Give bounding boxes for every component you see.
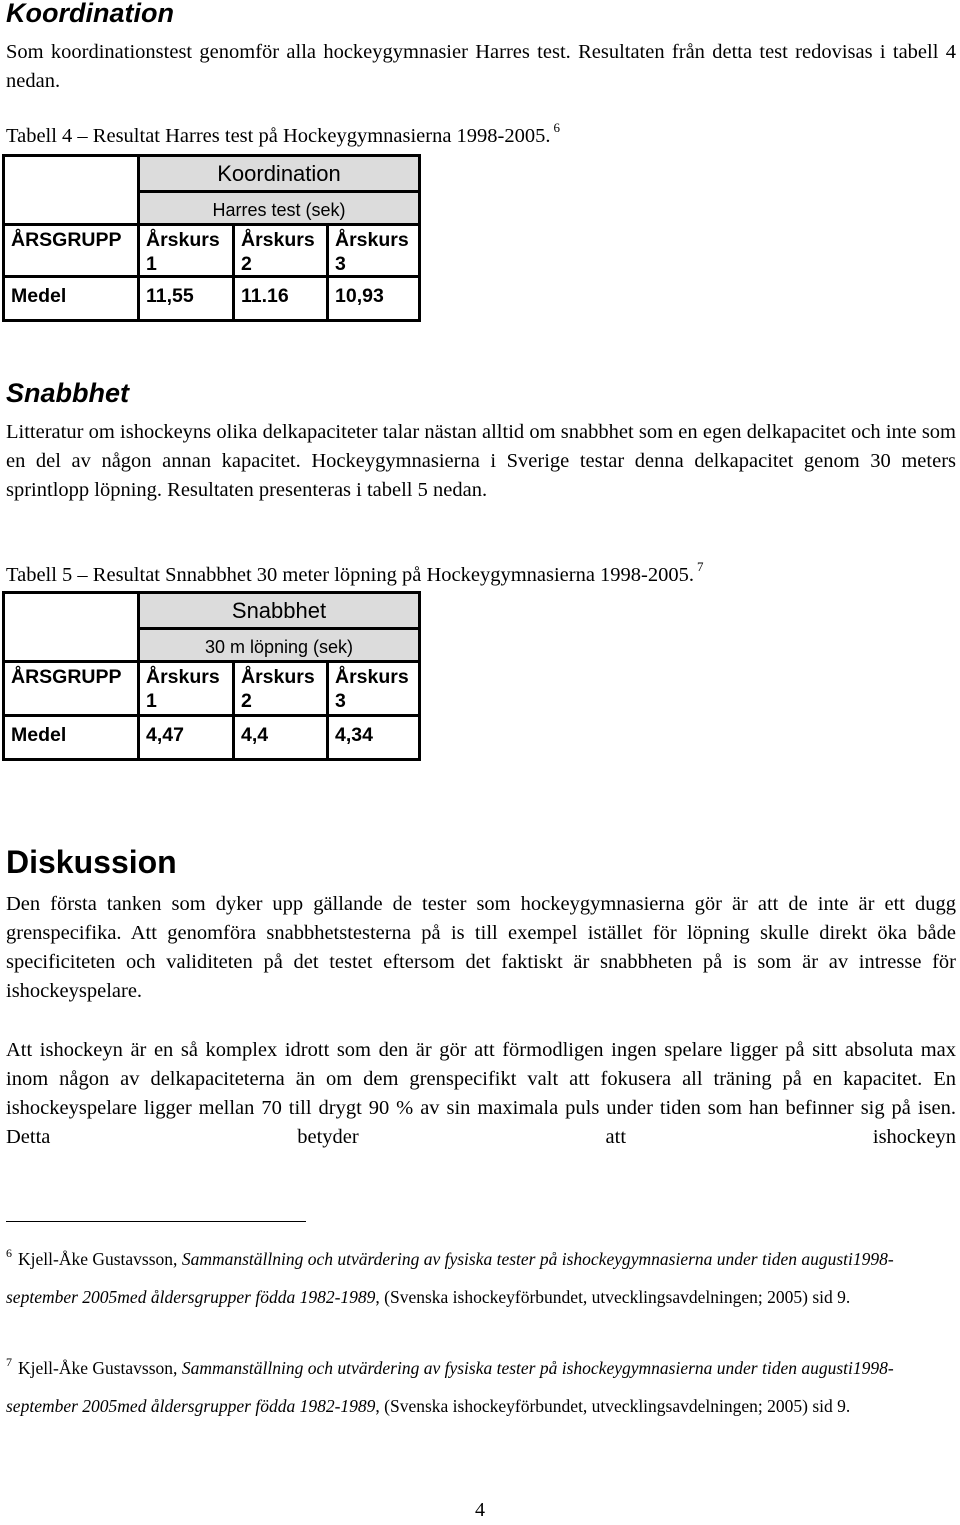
table-subtitle: Harres test (sek): [137, 190, 421, 226]
footnote-number: 7: [6, 1355, 12, 1369]
table-row-label: Medel: [2, 715, 137, 761]
footnote-rest: , (Svenska ishockeyförbundet, utvecklingsavdelningen; 2005) sid 9.: [375, 1396, 851, 1416]
table-snabbhet: [2, 591, 421, 761]
table-caption-5: [6, 559, 704, 586]
table-column-header: Årskurs 2: [232, 224, 326, 278]
paragraph-diskussion-2: Att ishockeyn är en så komplex idrott som den är gör att förmodligen ingen spelare ligger på sitt absoluta max inom någon av delkapaciteterna än om dem grenspecifikt valt att fokusera all träning på en kapacitet. En ishockeyspelare ligger mellan 70 till drygt 90 % av sin maximala puls under tiden som han befinner sig på isen. Detta betyder att ishockeyn: [6, 1039, 956, 1148]
table-group-header: ÅRSGRUPP: [2, 224, 137, 278]
paragraph-snabbhet: Litteratur om ishockeyns olika delkapaciteter talar nästan alltid om snabbhet som en egen delkapacitet och inte som en del av någon annan kapacitet. Hockeygymnasierna i Sverige testar denna delkapacitet genom 30 meters sprintlopp löpning. Resultaten presenteras i tabell 5 nedan.: [6, 421, 956, 501]
footnote-ref: 7: [697, 559, 704, 574]
table-group-header: ÅRSGRUPP: [2, 661, 137, 717]
table-column-header: Årskurs 1: [137, 661, 232, 717]
footnote-separator: [6, 1221, 306, 1222]
footnote-ref: 6: [553, 120, 561, 135]
footnote-author: Kjell-Åke Gustavsson,: [18, 1249, 182, 1269]
table-cell: 4,47: [137, 715, 232, 761]
table-row-label: Medel: [2, 276, 137, 322]
footnote-title: Sammanställning och utvärdering av fysiska tester på ishockeygymnasierna under tiden augusti1998- september 2005med åldersgrupper födda 1982-1989: [6, 1249, 894, 1307]
table-koordination: [2, 154, 421, 322]
table-corner: [2, 154, 137, 226]
table-column-header: Årskurs 2: [232, 661, 326, 717]
section-heading-diskussion: Diskussion: [6, 844, 177, 880]
table-subtitle: 30 m löpning (sek): [137, 627, 421, 663]
table-cell: 4,34: [326, 715, 421, 761]
table-cell: 11,55: [137, 276, 232, 322]
footnote-title: Sammanställning och utvärdering av fysiska tester på ishockeygymnasierna under tiden augusti1998- september 2005med åldersgrupper födda 1982-1989: [6, 1358, 894, 1416]
paragraph-diskussion-1: Den första tanken som dyker upp gällande de tester som hockeygymnasierna gör är att de inte är ett dugg grenspecifika. Att genomföra snabbhetstesterna på is till exempel istället för löpning skulle direkt öka både specificiteten och validiteten på det testet eftersom det faktiskt är snabbheten på is som är av intresse för ishockeyspelare.: [6, 893, 956, 1002]
footnote-7: [6, 1350, 956, 1424]
table-column-header: Årskurs 3: [326, 661, 421, 717]
section-heading-koordination: Koordination: [6, 0, 174, 28]
caption-text: Tabell 5 – Resultat Snnabbhet 30 meter löpning på Hockeygymnasierna 1998-2005.: [6, 564, 695, 586]
table-cell: 11.16: [232, 276, 326, 322]
table-column-header: Årskurs 3: [326, 224, 421, 278]
table-cell: 4,4: [232, 715, 326, 761]
table-title: Snabbhet: [137, 591, 421, 629]
page-number: 4: [475, 1499, 485, 1521]
table-corner: [2, 591, 137, 663]
footnote-rest: , (Svenska ishockeyförbundet, utvecklingsavdelningen; 2005) sid 9.: [375, 1287, 851, 1307]
paragraph-koordination: Som koordinationstest genomför alla hockeygymnasier Harres test. Resultaten från detta test redovisas i tabell 4 nedan.: [6, 41, 956, 92]
table-column-header: Årskurs 1: [137, 224, 232, 278]
table-caption-4: [6, 120, 561, 147]
section-heading-snabbhet: Snabbhet: [6, 378, 130, 408]
caption-text: Tabell 4 – Resultat Harres test på Hockeygymnasierna 1998-2005.: [6, 125, 551, 147]
footnote-number: 6: [6, 1246, 12, 1260]
footnote-author: Kjell-Åke Gustavsson,: [18, 1358, 182, 1378]
table-cell: 10,93: [326, 276, 421, 322]
footnote-6: [6, 1241, 956, 1315]
table-title: Koordination: [137, 154, 421, 192]
